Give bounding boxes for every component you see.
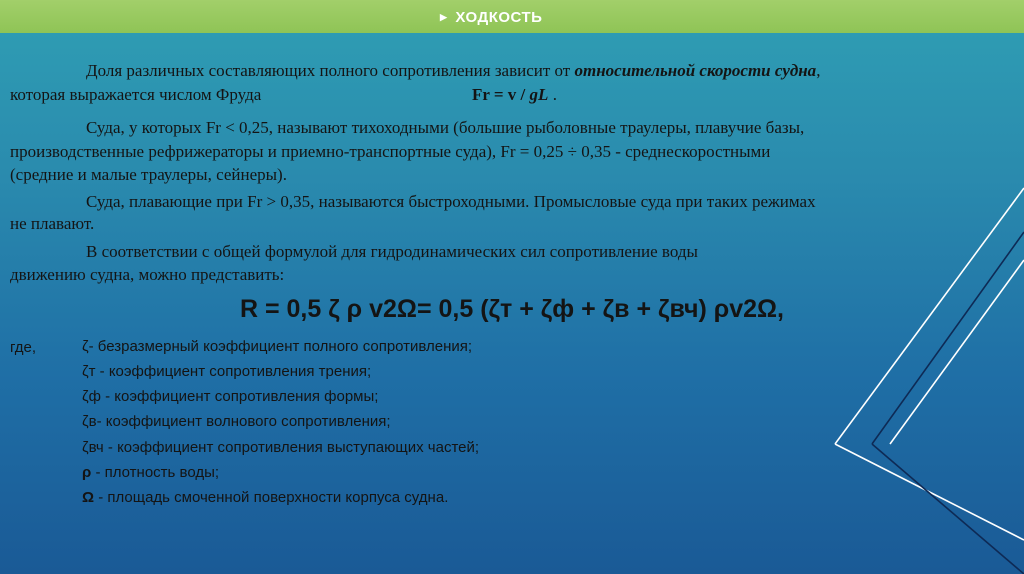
definition-text: - плотность воды;	[91, 464, 220, 481]
definition-item	[82, 387, 378, 407]
definition-symbol: ρ	[82, 464, 92, 481]
para2-line3: (средние и малые траулеры, сейнеры).	[10, 165, 287, 184]
deco-line	[872, 232, 1024, 444]
definition-symbol: ζт	[82, 363, 96, 380]
para1-text: Доля различных составляющих полного сопротивления зависит от	[86, 61, 575, 80]
deco-line	[890, 260, 1024, 444]
slide-title	[440, 6, 542, 28]
definition-text: - безразмерный коэффициент полного сопротивления;	[88, 338, 473, 355]
froude-formula-text: Fr = v /	[472, 85, 530, 104]
definition-symbol: ζф	[82, 388, 101, 405]
deco-line	[835, 444, 1024, 540]
main-formula: R = 0,5 ζ ρ v2Ω= 0,5 (ζт + ζф + ζв + ζвч) ρv2Ω,	[239, 295, 784, 323]
para1-emphasis: относительной скорости судна	[574, 61, 817, 80]
definition-item	[82, 438, 479, 458]
definition-item	[82, 488, 448, 508]
definition-symbol: ζ	[82, 338, 89, 355]
definition-item	[82, 337, 472, 357]
para4-line2: движению судна, можно представить:	[10, 265, 285, 284]
definition-item	[82, 362, 371, 382]
definition-text: - коэффициент сопротивления формы;	[100, 388, 379, 405]
definition-symbol: ζвч	[82, 439, 104, 456]
para2-line2: производственные рефрижераторы и приемно-транспортные суда), Fr = 0,25 ÷ 0,35 - среднескоростными	[10, 142, 771, 161]
para4-line1: В соответствии с общей формулой для гидродинамических сил сопротивление воды	[86, 242, 698, 261]
definition-text: - коэффициент сопротивления выступающих частей;	[103, 439, 480, 456]
definition-text: - коэффициент волнового сопротивления;	[96, 413, 391, 430]
definition-symbol: ζв	[82, 413, 97, 430]
definition-symbol: Ω	[82, 489, 95, 506]
para3-line2: не плавают.	[10, 214, 95, 233]
definition-item	[82, 463, 219, 483]
para1-comma: ,	[816, 61, 821, 80]
definition-text: - коэффициент сопротивления трения;	[95, 363, 372, 380]
para1-line2-text: которая выражается числом Фруда	[10, 85, 262, 104]
froude-formula-gl: gL	[529, 85, 549, 104]
definition-item	[82, 412, 391, 432]
deco-line	[872, 444, 1024, 574]
froude-formula	[472, 85, 557, 105]
froude-formula-dot: .	[548, 85, 557, 104]
triangle-right-icon: ▶	[440, 11, 448, 22]
where-label: где,	[10, 339, 37, 356]
para1-line2	[10, 85, 261, 105]
para1-line1	[86, 61, 820, 81]
definition-text: - площадь смоченной поверхности корпуса судна.	[94, 489, 449, 506]
para3-line1: Суда, плавающие при Fr > 0,35, называются быстроходными. Промысловые суда при таких режимах	[86, 192, 816, 211]
para2-line1: Суда, у которых Fr < 0,25, называют тихоходными (большие рыболовные траулеры, плавучие базы,	[86, 118, 805, 137]
slide-title-text: ХОДКОСТЬ	[455, 8, 543, 26]
